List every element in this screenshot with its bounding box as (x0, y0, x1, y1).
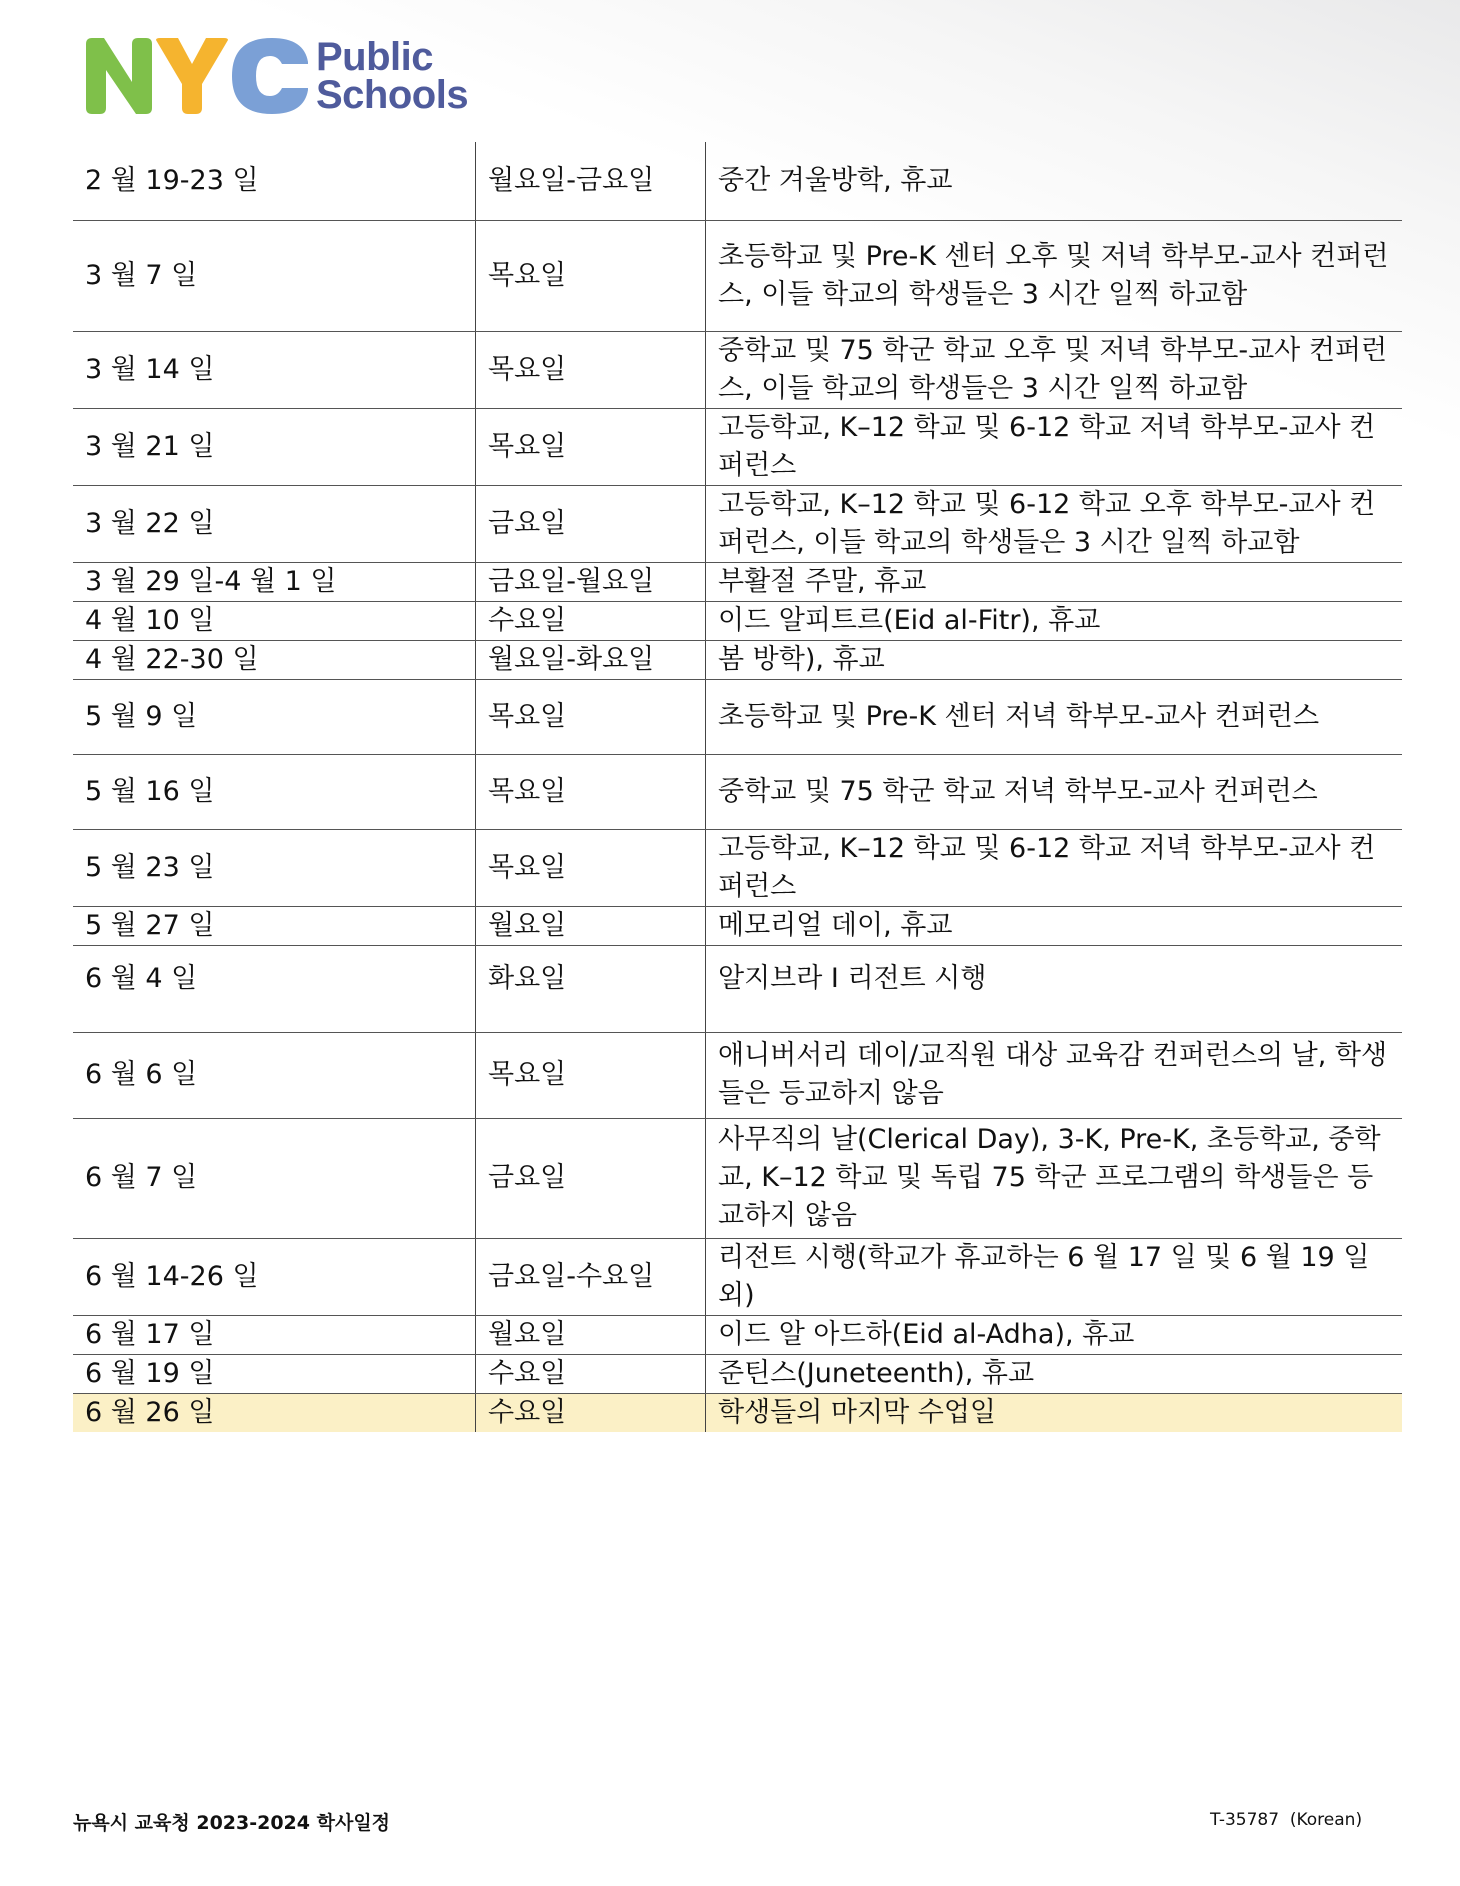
date-cell: 3 월 21 일 (73, 408, 476, 485)
date-cell: 5 월 27 일 (73, 906, 476, 945)
event-cell: 알지브라 I 리전트 시행 (706, 945, 1403, 1032)
date-cell: 5 월 23 일 (73, 829, 476, 906)
day-cell: 월요일 (476, 1315, 706, 1354)
logo-line-schools: Schools (316, 73, 469, 117)
event-cell: 준틴스(Juneteenth), 휴교 (706, 1354, 1403, 1393)
logo-wordmark (316, 35, 469, 117)
logo-line-public: Public (316, 35, 434, 79)
event-cell: 고등학교, K–12 학교 및 6-12 학교 오후 학부모-교사 컨퍼런스, 이들 학교의 학생들은 3 시간 일찍 하교함 (706, 485, 1403, 562)
day-cell: 금요일-월요일 (476, 562, 706, 601)
day-cell: 금요일-수요일 (476, 1238, 706, 1315)
date-cell: 6 월 4 일 (73, 945, 476, 1032)
table-row (73, 640, 1402, 679)
day-cell: 금요일 (476, 485, 706, 562)
event-cell: 중학교 및 75 학군 학교 오후 및 저녁 학부모-교사 컨퍼런스, 이들 학교의 학생들은 3 시간 일찍 하교함 (706, 331, 1403, 408)
table-row (73, 1354, 1402, 1393)
footer-document-code: T-35787 (Korean) (1210, 1810, 1363, 1830)
date-cell: 5 월 16 일 (73, 754, 476, 829)
table-row (73, 220, 1402, 331)
event-cell: 고등학교, K–12 학교 및 6-12 학교 저녁 학부모-교사 컨퍼런스 (706, 829, 1403, 906)
table-row (73, 601, 1402, 640)
table-row (73, 1238, 1402, 1315)
event-cell: 초등학교 및 Pre-K 센터 저녁 학부모-교사 컨퍼런스 (706, 679, 1403, 754)
day-cell: 월요일-화요일 (476, 640, 706, 679)
day-cell: 목요일 (476, 829, 706, 906)
event-cell: 메모리얼 데이, 휴교 (706, 906, 1403, 945)
day-cell: 월요일 (476, 906, 706, 945)
event-cell: 부활절 주말, 휴교 (706, 562, 1403, 601)
event-cell: 중학교 및 75 학군 학교 저녁 학부모-교사 컨퍼런스 (706, 754, 1403, 829)
table-row (73, 829, 1402, 906)
date-cell: 2 월 19-23 일 (73, 142, 476, 220)
day-cell: 목요일 (476, 220, 706, 331)
day-cell: 목요일 (476, 679, 706, 754)
day-cell: 수요일 (476, 1354, 706, 1393)
table-row (73, 408, 1402, 485)
date-cell: 6 월 17 일 (73, 1315, 476, 1354)
table-row (73, 679, 1402, 754)
date-cell: 3 월 7 일 (73, 220, 476, 331)
day-cell: 목요일 (476, 408, 706, 485)
event-cell: 중간 겨울방학, 휴교 (706, 142, 1403, 220)
event-cell: 사무직의 날(Clerical Day), 3-K, Pre-K, 초등학교, 중학교, K–12 학교 및 독립 75 학군 프로그램의 학생들은 등교하지 않음 (706, 1118, 1403, 1238)
date-cell: 4 월 22-30 일 (73, 640, 476, 679)
date-cell: 6 월 26 일 (73, 1393, 476, 1432)
event-cell: 애니버서리 데이/교직원 대상 교육감 컨퍼런스의 날, 학생들은 등교하지 않음 (706, 1032, 1403, 1118)
day-cell: 수요일 (476, 601, 706, 640)
date-cell: 5 월 9 일 (73, 679, 476, 754)
academic-calendar-table (73, 142, 1402, 1432)
day-cell: 월요일-금요일 (476, 142, 706, 220)
table-row (73, 906, 1402, 945)
date-cell: 3 월 22 일 (73, 485, 476, 562)
nyc-public-schools-logo (82, 35, 502, 118)
footer-title: 뉴욕시 교육청 2023-2024 학사일정 (73, 1812, 391, 1834)
table-row (73, 142, 1402, 220)
day-cell: 화요일 (476, 945, 706, 1032)
day-cell: 금요일 (476, 1118, 706, 1238)
table-row (73, 754, 1402, 829)
event-cell: 이드 알 아드하(Eid al-Adha), 휴교 (706, 1315, 1403, 1354)
date-cell: 6 월 19 일 (73, 1354, 476, 1393)
table-row (73, 485, 1402, 562)
table-row (73, 1032, 1402, 1118)
table-row (73, 331, 1402, 408)
table-row (73, 945, 1402, 1032)
date-cell: 4 월 10 일 (73, 601, 476, 640)
event-cell: 초등학교 및 Pre-K 센터 오후 및 저녁 학부모-교사 컨퍼런스, 이들 학교의 학생들은 3 시간 일찍 하교함 (706, 220, 1403, 331)
date-cell: 6 월 6 일 (73, 1032, 476, 1118)
nyc-logo-mark-icon (82, 38, 312, 118)
event-cell: 학생들의 마지막 수업일 (706, 1393, 1403, 1432)
day-cell: 수요일 (476, 1393, 706, 1432)
table-row-last-day (73, 1393, 1402, 1432)
day-cell: 목요일 (476, 331, 706, 408)
day-cell: 목요일 (476, 754, 706, 829)
event-cell: 고등학교, K–12 학교 및 6-12 학교 저녁 학부모-교사 컨퍼런스 (706, 408, 1403, 485)
event-cell: 봄 방학), 휴교 (706, 640, 1403, 679)
date-cell: 6 월 7 일 (73, 1118, 476, 1238)
table-row (73, 1118, 1402, 1238)
event-cell: 이드 알피트르(Eid al-Fitr), 휴교 (706, 601, 1403, 640)
event-cell: 리전트 시행(학교가 휴교하는 6 월 17 일 및 6 월 19 일 외) (706, 1238, 1403, 1315)
date-cell: 6 월 14-26 일 (73, 1238, 476, 1315)
date-cell: 3 월 14 일 (73, 331, 476, 408)
date-cell: 3 월 29 일-4 월 1 일 (73, 562, 476, 601)
table-row (73, 562, 1402, 601)
day-cell: 목요일 (476, 1032, 706, 1118)
table-row (73, 1315, 1402, 1354)
